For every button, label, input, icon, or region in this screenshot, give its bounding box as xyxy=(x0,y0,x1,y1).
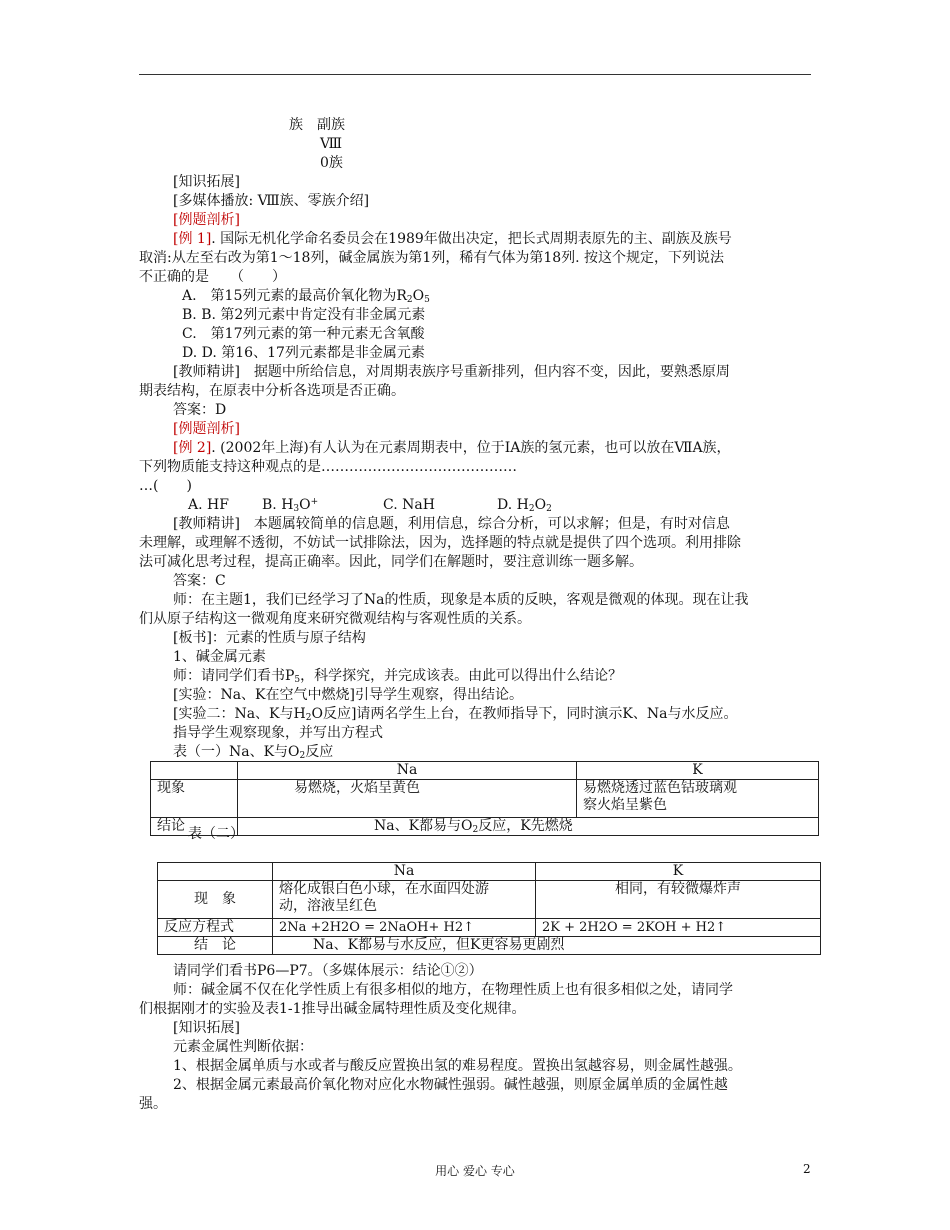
group-line-3: 0族 xyxy=(320,155,343,171)
table2-header-k: K xyxy=(536,863,821,881)
table1-header-na: Na xyxy=(238,762,577,780)
basis-item-1: 1、根据金属单质与水或者与酸反应置换出氢的难易程度。置换出氢越容易，则金属性越强。 xyxy=(173,1058,742,1074)
header-rule xyxy=(139,74,811,75)
table2-cell: 相同，有较微爆炸声 xyxy=(536,881,821,919)
group-line-2: Ⅷ xyxy=(320,136,343,152)
read-book-instruction: 师：请同学们看书$P_5$，科学探究，并完成该表。由此可以得出什么结论？ xyxy=(173,668,623,685)
teacher-talk-line2: 们从原子结构这一微观角度来研究微观结构与客观性质的关系。 xyxy=(139,611,531,627)
example2-answer: 答案：C xyxy=(173,573,226,589)
table1-corner xyxy=(151,762,238,780)
example2-teacher-line3: 法可减化思考过程，提高正确率。因此，同学们在解题时，要注意训练一题多解。 xyxy=(139,554,643,570)
basis-item-2-line2: 强。 xyxy=(139,1096,167,1112)
example2-stem-line1: [例 2]. (2002年上海)有人认为在元素周期表中，位于ⅠA族的氢元素，也可以放在ⅦA族， xyxy=(173,440,731,456)
page-footer: 用心 爱心 专心 xyxy=(435,1164,515,1178)
example-heading-2: [例题剖析] xyxy=(173,421,240,437)
table2-cell: 熔化成银白色小球，在水面四处游 动，溶液呈红色 xyxy=(273,881,536,919)
table2-row-label: 结 论 xyxy=(158,937,273,955)
experiment-2: [实验二：Na、K与$H_2O$反应]请两名学生上台，在教师指导下，同时演示K、Na与水反应。 xyxy=(173,706,738,723)
table2-header-na: Na xyxy=(273,863,536,881)
table2-equation-k: 2K + 2H2O = 2KOH + H2↑ xyxy=(536,919,821,937)
table1-header-k: K xyxy=(577,762,819,780)
guide-note: 指导学生观察现象，并写出方程式 xyxy=(173,725,383,741)
example1-stem-line2: 取消:从左至右改为第1～18列，碱金属族为第1列，稀有气体为第18列. 按这个规定，下列说法 xyxy=(139,250,725,266)
example1-answer: 答案：D xyxy=(173,402,227,418)
teacher-talk-line3: 师：碱金属不仅在化学性质上有很多相似的地方，在物理性质上也有很多相似之处，请同学 xyxy=(173,982,733,998)
metal-basis-heading: 元素金属性判断依据： xyxy=(173,1039,313,1055)
table2-title: 表（二） xyxy=(188,826,244,842)
example1-stem-line3: 不正确的是 （ ） xyxy=(139,269,286,285)
board-note: [板书]：元素的性质与原子结构 xyxy=(173,630,366,646)
example2-option-a: A. HF xyxy=(188,497,229,513)
table-na-k-water xyxy=(157,862,821,955)
table2-conclusion: Na、K都易与水反应，但K更容易更剧烈 xyxy=(273,937,821,955)
basis-item-2-line1: 2、根据金属元素最高价氧化物对应化水物碱性强弱。碱性越强，则原金属单质的金属性越 xyxy=(173,1077,728,1093)
table1-row-label: 结论 xyxy=(151,818,238,836)
example2-option-d: D. $H_2O_2$ xyxy=(497,497,552,514)
example2-teacher-line2: 未理解，或理解不透彻，不妨试一试排除法，因为，选择题的特点就是提供了四个选项。利用排除 xyxy=(139,535,741,551)
example1-option-c: C. 第17列元素的第一种元素无含氧酸 xyxy=(182,326,425,342)
example2-stem-line3: …( ) xyxy=(139,478,192,494)
knowledge-expand-heading: [知识拓展] xyxy=(173,174,240,190)
teacher-talk-line1: 师：在主题1，我们已经学习了Na的性质，现象是本质的反映，客观是微观的体现。现在让我 xyxy=(173,592,749,608)
example1-option-d: D. D. 第16、17列元素都是非金属元素 xyxy=(182,345,425,361)
table2-corner xyxy=(158,863,273,881)
read-more-instruction: 请同学们看书P6—P7。（多媒体展示：结论①②） xyxy=(173,963,483,979)
example2-option-b: B. $H_3O^+$ xyxy=(262,497,319,514)
section-title: 1、碱金属元素 xyxy=(173,649,266,665)
example-heading: [例题剖析] xyxy=(173,212,240,228)
table1-cell: 易燃烧，火焰呈黄色 xyxy=(238,780,577,818)
teacher-talk-line4: 们根据刚才的实验及表1-1推导出碱金属特理性质及变化规律。 xyxy=(139,1001,526,1017)
example1-stem-line1: [例 1]. 国际无机化学命名委员会在1989年做出决定，把长式周期表原先的主、副族及族号 xyxy=(173,231,732,247)
table1-conclusion: Na、K都易与$O_2$反应，K先燃烧 xyxy=(238,818,819,836)
experiment-1: [实验：Na、K在空气中燃烧]引导学生观察，得出结论。 xyxy=(173,687,523,703)
knowledge-expand-heading-2: [知识拓展] xyxy=(173,1020,240,1036)
example2-option-c: C. NaH xyxy=(383,497,435,513)
multimedia-note: [多媒体播放: Ⅷ族、零族介绍] xyxy=(173,193,370,209)
group-line-1: 族 副族 xyxy=(289,117,345,133)
table2-equation-na: 2Na +2H2O = 2NaOH+ H2↑ xyxy=(273,919,536,937)
table1-row-label: 现象 xyxy=(151,780,238,818)
example1-teacher-line2: 期表结构，在原表中分析各选项是否正确。 xyxy=(139,383,405,399)
page-number: 2 xyxy=(803,1162,811,1176)
example1-option-a: A. 第15列元素的最高价氧化物为$R_2O_5$ xyxy=(182,288,430,305)
table2-row-label: 现 象 xyxy=(158,881,273,919)
example1-option-b: B. B. 第2列元素中肯定没有非金属元素 xyxy=(182,307,426,323)
example1-teacher-line1: [教师精讲] 据题中所给信息，对周期表族序号重新排列，但内容不变，因此，要熟悉原周 xyxy=(173,364,730,380)
table-na-k-oxygen xyxy=(150,761,819,836)
table2-row-label: 反应方程式 xyxy=(158,919,273,937)
example2-stem-line2: 下列物质能支持这种观点的是…………………………………… xyxy=(139,459,517,475)
table1-title: 表（一）Na、K与$O_2$反应 xyxy=(173,744,334,761)
table1-cell: 易燃烧透过蓝色钴玻璃观 察火焰呈紫色 xyxy=(577,780,819,818)
example2-teacher-line1: [教师精讲] 本题属较简单的信息题，利用信息，综合分析，可以求解；但是，有时对信息 xyxy=(173,516,730,532)
